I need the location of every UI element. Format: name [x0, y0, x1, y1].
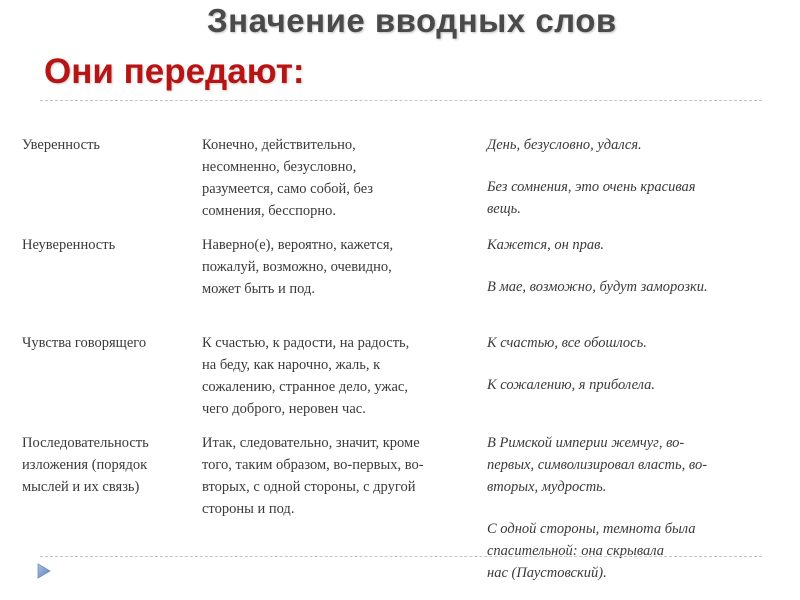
words-cell: [202, 332, 472, 420]
divider-top: [40, 100, 762, 101]
words-line: чего доброго, неровен час.: [202, 401, 366, 417]
category-cell: [22, 234, 192, 256]
examples-cell: [487, 234, 772, 298]
play-arrow-icon: [37, 563, 51, 579]
category-line: Уверенность: [22, 137, 101, 153]
words-line: стороны и под.: [202, 501, 295, 517]
words-line: сожалению, странное дело, ужас,: [202, 379, 408, 395]
category-cell: [22, 432, 192, 498]
example-gap: [487, 354, 772, 374]
category-cell: [22, 134, 192, 156]
examples-cell: [487, 432, 772, 584]
next-slide-button[interactable]: [37, 563, 51, 579]
example-gap: [487, 156, 772, 176]
words-line: несомненно, безусловно,: [202, 159, 357, 175]
page-title: Значение вводных слов: [207, 2, 617, 39]
page-subtitle: Они передают:: [44, 52, 305, 91]
category-line: изложения (порядок: [22, 457, 148, 473]
example-line: вещь.: [487, 201, 521, 217]
words-line: разумеется, само собой, без: [202, 181, 374, 197]
words-line: сомнения, бесспорно.: [202, 203, 336, 219]
category-line: Неуверенность: [22, 237, 116, 253]
words-line: на беду, как нарочно, жаль, к: [202, 357, 381, 373]
words-cell: [202, 234, 472, 300]
example-line: спасительной: она скрывала: [487, 543, 665, 559]
category-line: Последовательность: [22, 435, 149, 451]
examples-cell: [487, 134, 772, 220]
example-line: К счастью, все обошлось.: [487, 335, 647, 351]
words-cell: [202, 134, 472, 222]
words-line: Конечно, действительно,: [202, 137, 356, 153]
words-line: пожалуй, возможно, очевидно,: [202, 259, 392, 275]
words-line: Наверно(е), вероятно, кажется,: [202, 237, 394, 253]
words-line: вторых, с одной стороны, с другой: [202, 479, 416, 495]
example-line: вторых, мудрость.: [487, 479, 607, 495]
example-gap: [487, 498, 772, 518]
example-gap: [487, 256, 772, 276]
example-line: В Римской империи жемчуг, во-: [487, 435, 685, 451]
example-line: С одной стороны, темнота была: [487, 521, 696, 537]
example-line: День, безусловно, удался.: [487, 137, 642, 153]
divider-bottom: [40, 556, 762, 557]
example-line: Без сомнения, это очень красивая: [487, 179, 696, 195]
category-cell: [22, 332, 192, 354]
example-line: нас (Паустовский).: [487, 565, 607, 581]
words-cell: [202, 432, 472, 520]
example-line: К сожалению, я приболела.: [487, 377, 656, 393]
words-line: Итак, следовательно, значит, кроме: [202, 435, 420, 451]
examples-cell: [487, 332, 772, 396]
example-line: первых, символизировал власть, во-: [487, 457, 708, 473]
words-line: К счастью, к радости, на радость,: [202, 335, 410, 351]
example-line: В мае, возможно, будут заморозки.: [487, 279, 708, 295]
words-line: может быть и под.: [202, 281, 315, 297]
words-line: того, таким образом, во-первых, во-: [202, 457, 424, 473]
category-line: Чувства говорящего: [22, 335, 147, 351]
category-line: мыслей и их связь): [22, 479, 140, 495]
example-line: Кажется, он прав.: [487, 237, 605, 253]
